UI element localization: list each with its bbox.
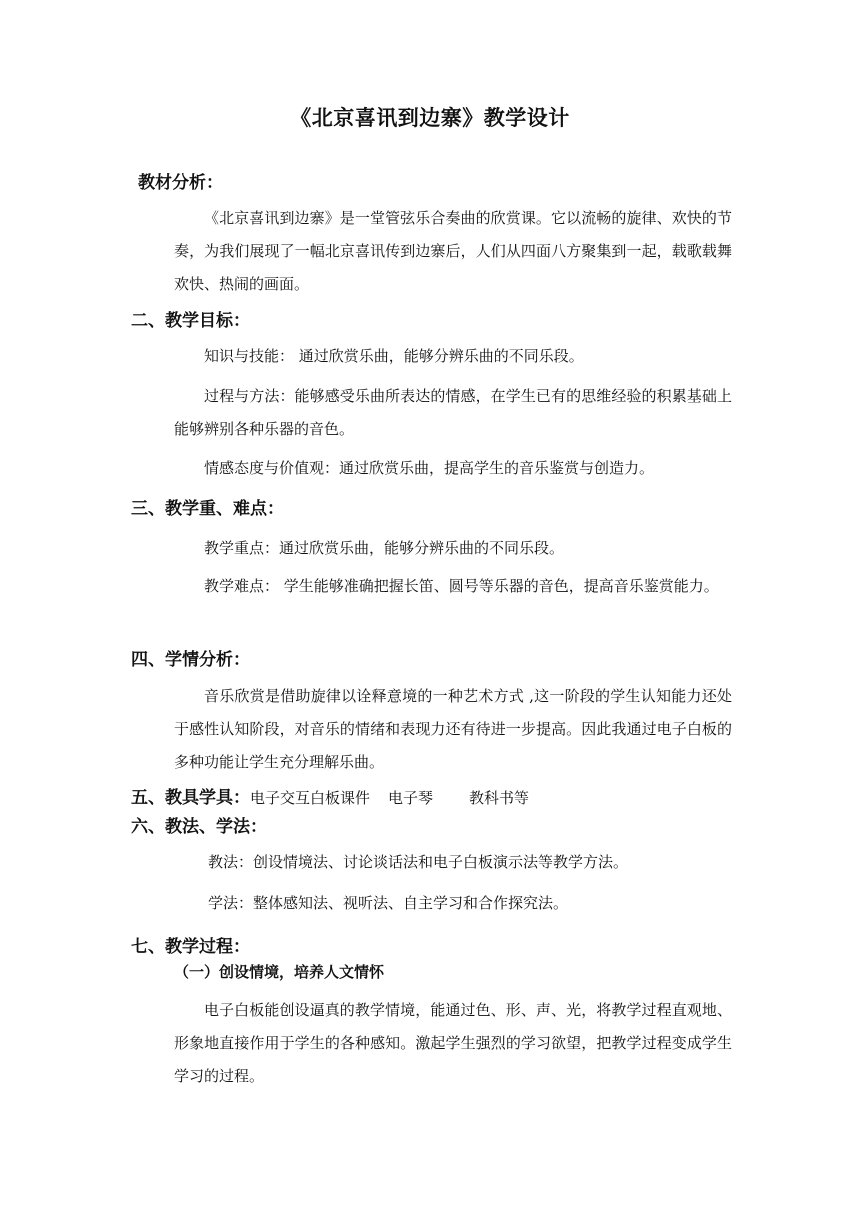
paragraph-key-point: 教学重点：通过欣赏乐曲，能够分辨乐曲的不同乐段。 [204, 539, 565, 557]
heading-key-points: 三、教学重、难点： [131, 499, 284, 519]
heading-methods: 六、教法、学法： [131, 817, 267, 837]
teaching-aid-item: 教科书等 [469, 789, 530, 807]
paragraph-process-methods: 过程与方法：能够感受乐曲所表达的情感，在学生已有的思维经验的积累基础上能够辨别各种乐器的音色。 [174, 387, 732, 438]
heading-teaching-process: 七、教学过程： [131, 937, 250, 957]
heading-teaching-aids: 五、教具学具： [131, 788, 250, 808]
paragraph-teaching-method: 教法：创设情境法、讨论谈话法和电子白板演示法等教学方法。 [208, 853, 629, 871]
paragraph-learning-method: 学法：整体感知法、视听法、自主学习和合作探究法。 [208, 894, 569, 912]
heading-teaching-goals: 二、教学目标： [131, 311, 250, 331]
paragraph-student-analysis: 音乐欣赏是借助旋律以诠释意境的一种艺术方式 ,这一阶段的学生认知能力还处于感性认知阶段，对音乐的情绪和表现力还有待进一步提高。因此我通过电子白板的多种功能让学生充分理解乐曲。 [174, 687, 732, 771]
teaching-aid-item: 电子交互白板课件 [250, 789, 371, 807]
teaching-aid-item: 电子琴 [388, 789, 434, 807]
paragraph-difficult-point: 教学难点： 学生能够准确把握长笛、圆号等乐器的音色，提高音乐鉴赏能力。 [204, 577, 719, 595]
paragraph-textbook-analysis: 《北京喜讯到边寨》是一堂管弦乐合奏曲的欣赏课。它以流畅的旋律、欢快的节奏，为我们展现了一幅北京喜讯传到边寨后，人们从四面八方聚集到一起，载歌载舞欢快、热闹的画面。 [174, 209, 732, 293]
paragraph-teaching-process: 电子白板能创设逼真的教学情境，能通过色、形、声、光，将教学过程直观地、形象地直接作用于学生的各种感知。激起学生强烈的学习欲望，把教学过程变成学生学习的过程。 [174, 1001, 732, 1085]
document-title: 《北京喜讯到边寨》教学设计 [290, 106, 570, 130]
paragraph-emotion-values: 情感态度与价值观：通过欣赏乐曲，提高学生的音乐鉴赏与创造力。 [204, 459, 655, 477]
heading-student-analysis: 四、学情分析： [131, 650, 250, 670]
heading-textbook-analysis: 教材分析： [138, 173, 223, 193]
teaching-aids-line [131, 783, 529, 808]
paragraph-knowledge-skills: 知识与技能： 通过欣赏乐曲，能够分辨乐曲的不同乐段。 [204, 347, 584, 365]
subheading-create-situation: （一）创设情境，培养人文情怀 [174, 963, 385, 981]
